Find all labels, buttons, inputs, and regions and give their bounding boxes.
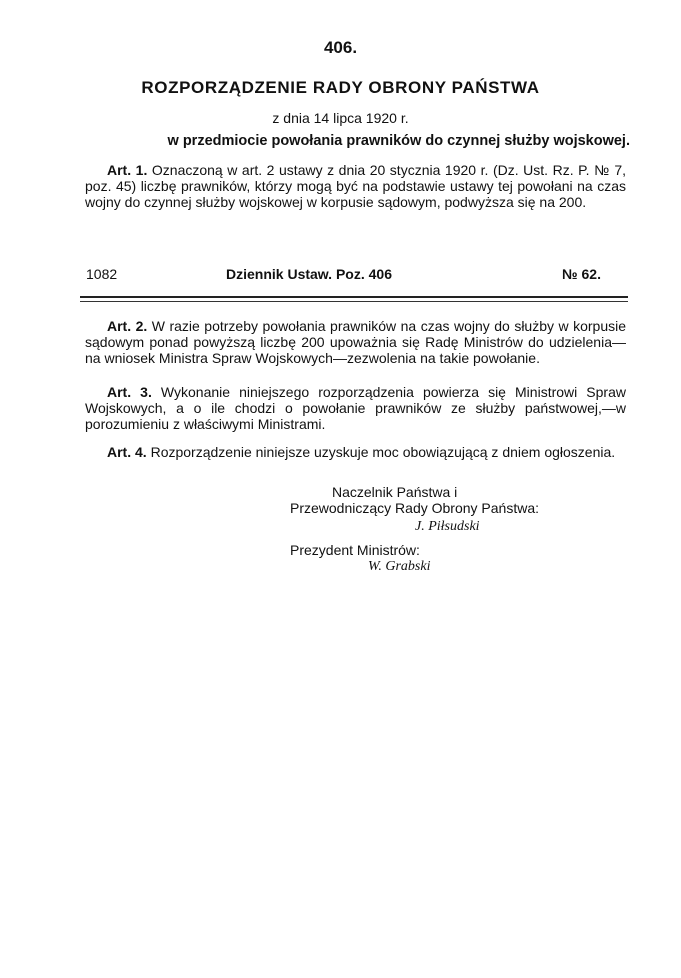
signature-name-2: W. Grabski <box>368 559 431 574</box>
article-4-label: Art. 4. <box>107 444 147 460</box>
signature-title-1: Naczelnik Państwa i <box>332 484 458 500</box>
article-1-label: Art. 1. <box>107 162 148 178</box>
act-date: z dnia 14 lipca 1920 r. <box>272 110 409 126</box>
article-2-label: Art. 2. <box>107 318 148 334</box>
act-subject: w przedmiocie powołania prawników do czynnej służby wojskowej. <box>167 133 630 149</box>
article-3-text: Wykonanie niniejszego rozporządzenia powierza się Ministrowi Spraw Wojskowych, a o ile chodzi o powołanie prawników ze służby państwowej,—w porozumieniu z właściwymi Ministrami. <box>85 384 626 432</box>
article-4-text: Rozporządzenie niniejsze uzyskuje moc obowiązującą z dniem ogłoszenia. <box>150 444 616 460</box>
article-1 <box>85 162 626 210</box>
journal-title: Dziennik Ustaw. Poz. 406 <box>226 266 392 282</box>
article-2-text: W razie potrzeby powołania prawników na czas wojny do służby w korpusie sądowym ponad powyższą liczbę 200 upoważnia się Radę Ministrów do udzielenia—na wniosek Ministra Spraw Wojskowych—zezwolenia na takie powołanie. <box>85 318 626 366</box>
article-3-label: Art. 3. <box>107 384 152 400</box>
signature-title-2: Przewodniczący Rady Obrony Państwa: <box>290 500 539 516</box>
act-title: ROZPORZĄDZENIE RADY OBRONY PAŃSTWA <box>141 78 540 97</box>
act-number: 406. <box>323 38 358 57</box>
header-rule <box>80 296 628 298</box>
article-4 <box>85 444 626 460</box>
header-rule-thin <box>80 301 628 302</box>
article-3 <box>85 384 626 432</box>
issue-number: № 62. <box>562 266 601 282</box>
signature-title-3: Prezydent Ministrów: <box>290 542 420 558</box>
article-1-text: Oznaczoną w art. 2 ustawy z dnia 20 stycznia 1920 r. (Dz. Ust. Rz. P. № 7, poz. 45) liczbę prawników, którzy mogą być na podstawie ustawy tej powołani na czas wojny do czynnej służby wojskowej w korpusie sądowym, podwyższa się na 200. <box>85 162 626 210</box>
signature-name-1: J. Piłsudski <box>415 519 480 534</box>
article-2 <box>85 318 626 366</box>
page-number: 1082 <box>86 266 118 282</box>
